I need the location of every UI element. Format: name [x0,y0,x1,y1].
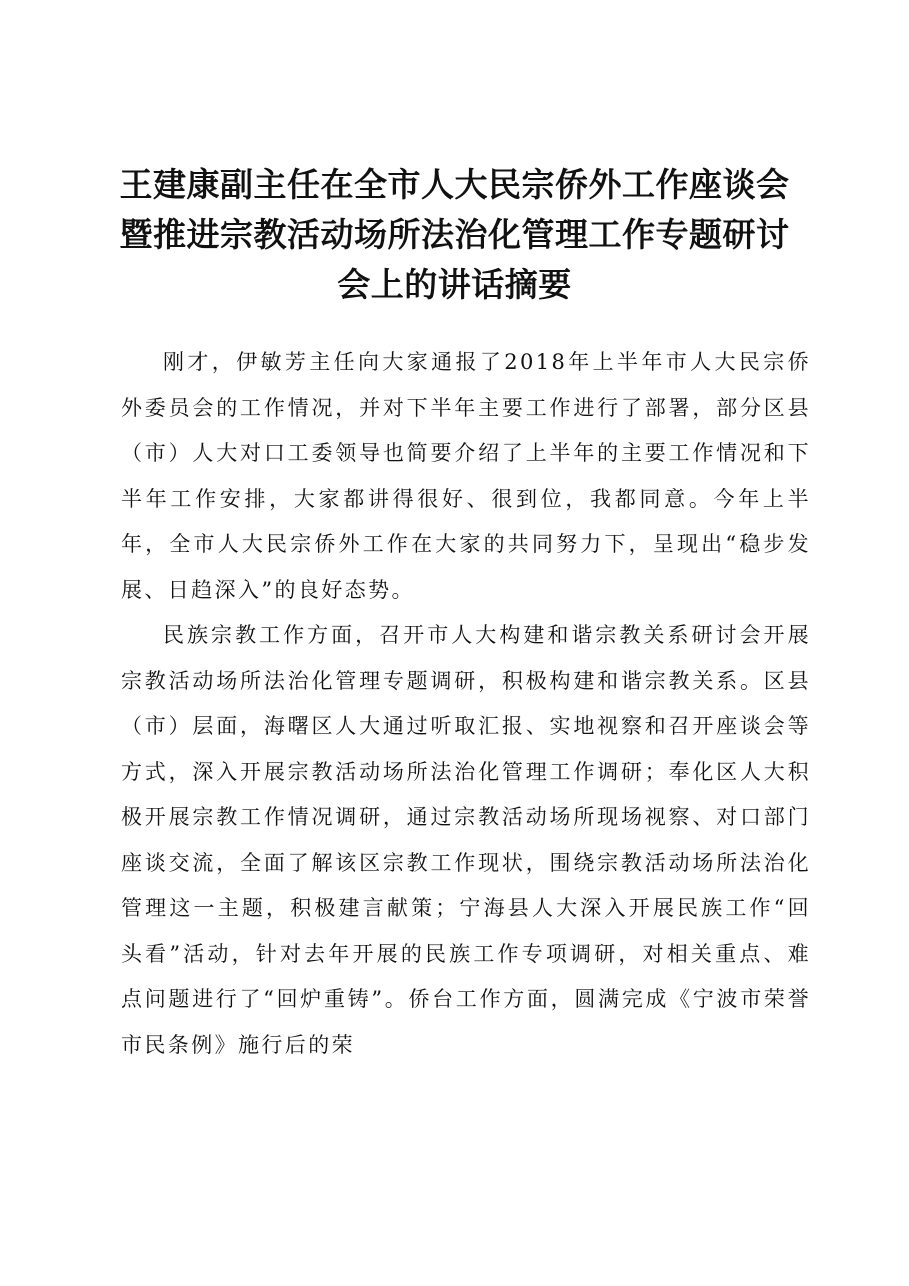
document-body [121,340,811,1068]
document-title [110,160,799,310]
title-line-2: 暨推进宗教活动场所法治化管理工作专题研讨 [119,215,790,254]
title-line-3: 会上的讲话摘要 [337,265,572,304]
paragraph-1: 刚才，伊敏芳主任向大家通报了2018年上半年市人大民宗侨外委员会的工作情况，并对下半年主要工作进行了部署，部分区县（市）人大对口工委领导也简要介绍了上半年的主要工作情况和下半年工作安排，大家都讲得很好、很到位，我都同意。今年上半年，全市人大民宗侨外工作在大家的共同努力下，呈现出“稳步发展、日趋深入”的良好态势。 [121,350,811,602]
paragraph-2: 民族宗教工作方面，召开市人大构建和谐宗教关系研讨会开展宗教活动场所法治化管理专题调研，积极构建和谐宗教关系。区县（市）层面，海曙区人大通过听取汇报、实地视察和召开座谈会等方式，深入开展宗教活动场所法治化管理工作调研；奉化区人大积极开展宗教工作情况调研，通过宗教活动场所现场视察、对口部门座谈交流，全面了解该区宗教工作现状，围绕宗教活动场所法治化管理这一主题，积极建言献策；宁海县人大深入开展民族工作“回头看”活动，针对去年开展的民族工作专项调研，对相关重点、难点问题进行了“回炉重铸”。侨台工作方面，圆满完成《宁波市荣誉市民条例》施行后的荣 [121,623,811,1057]
title-line-1: 王建康副主任在全市人大民宗侨外工作座谈会 [119,165,790,204]
